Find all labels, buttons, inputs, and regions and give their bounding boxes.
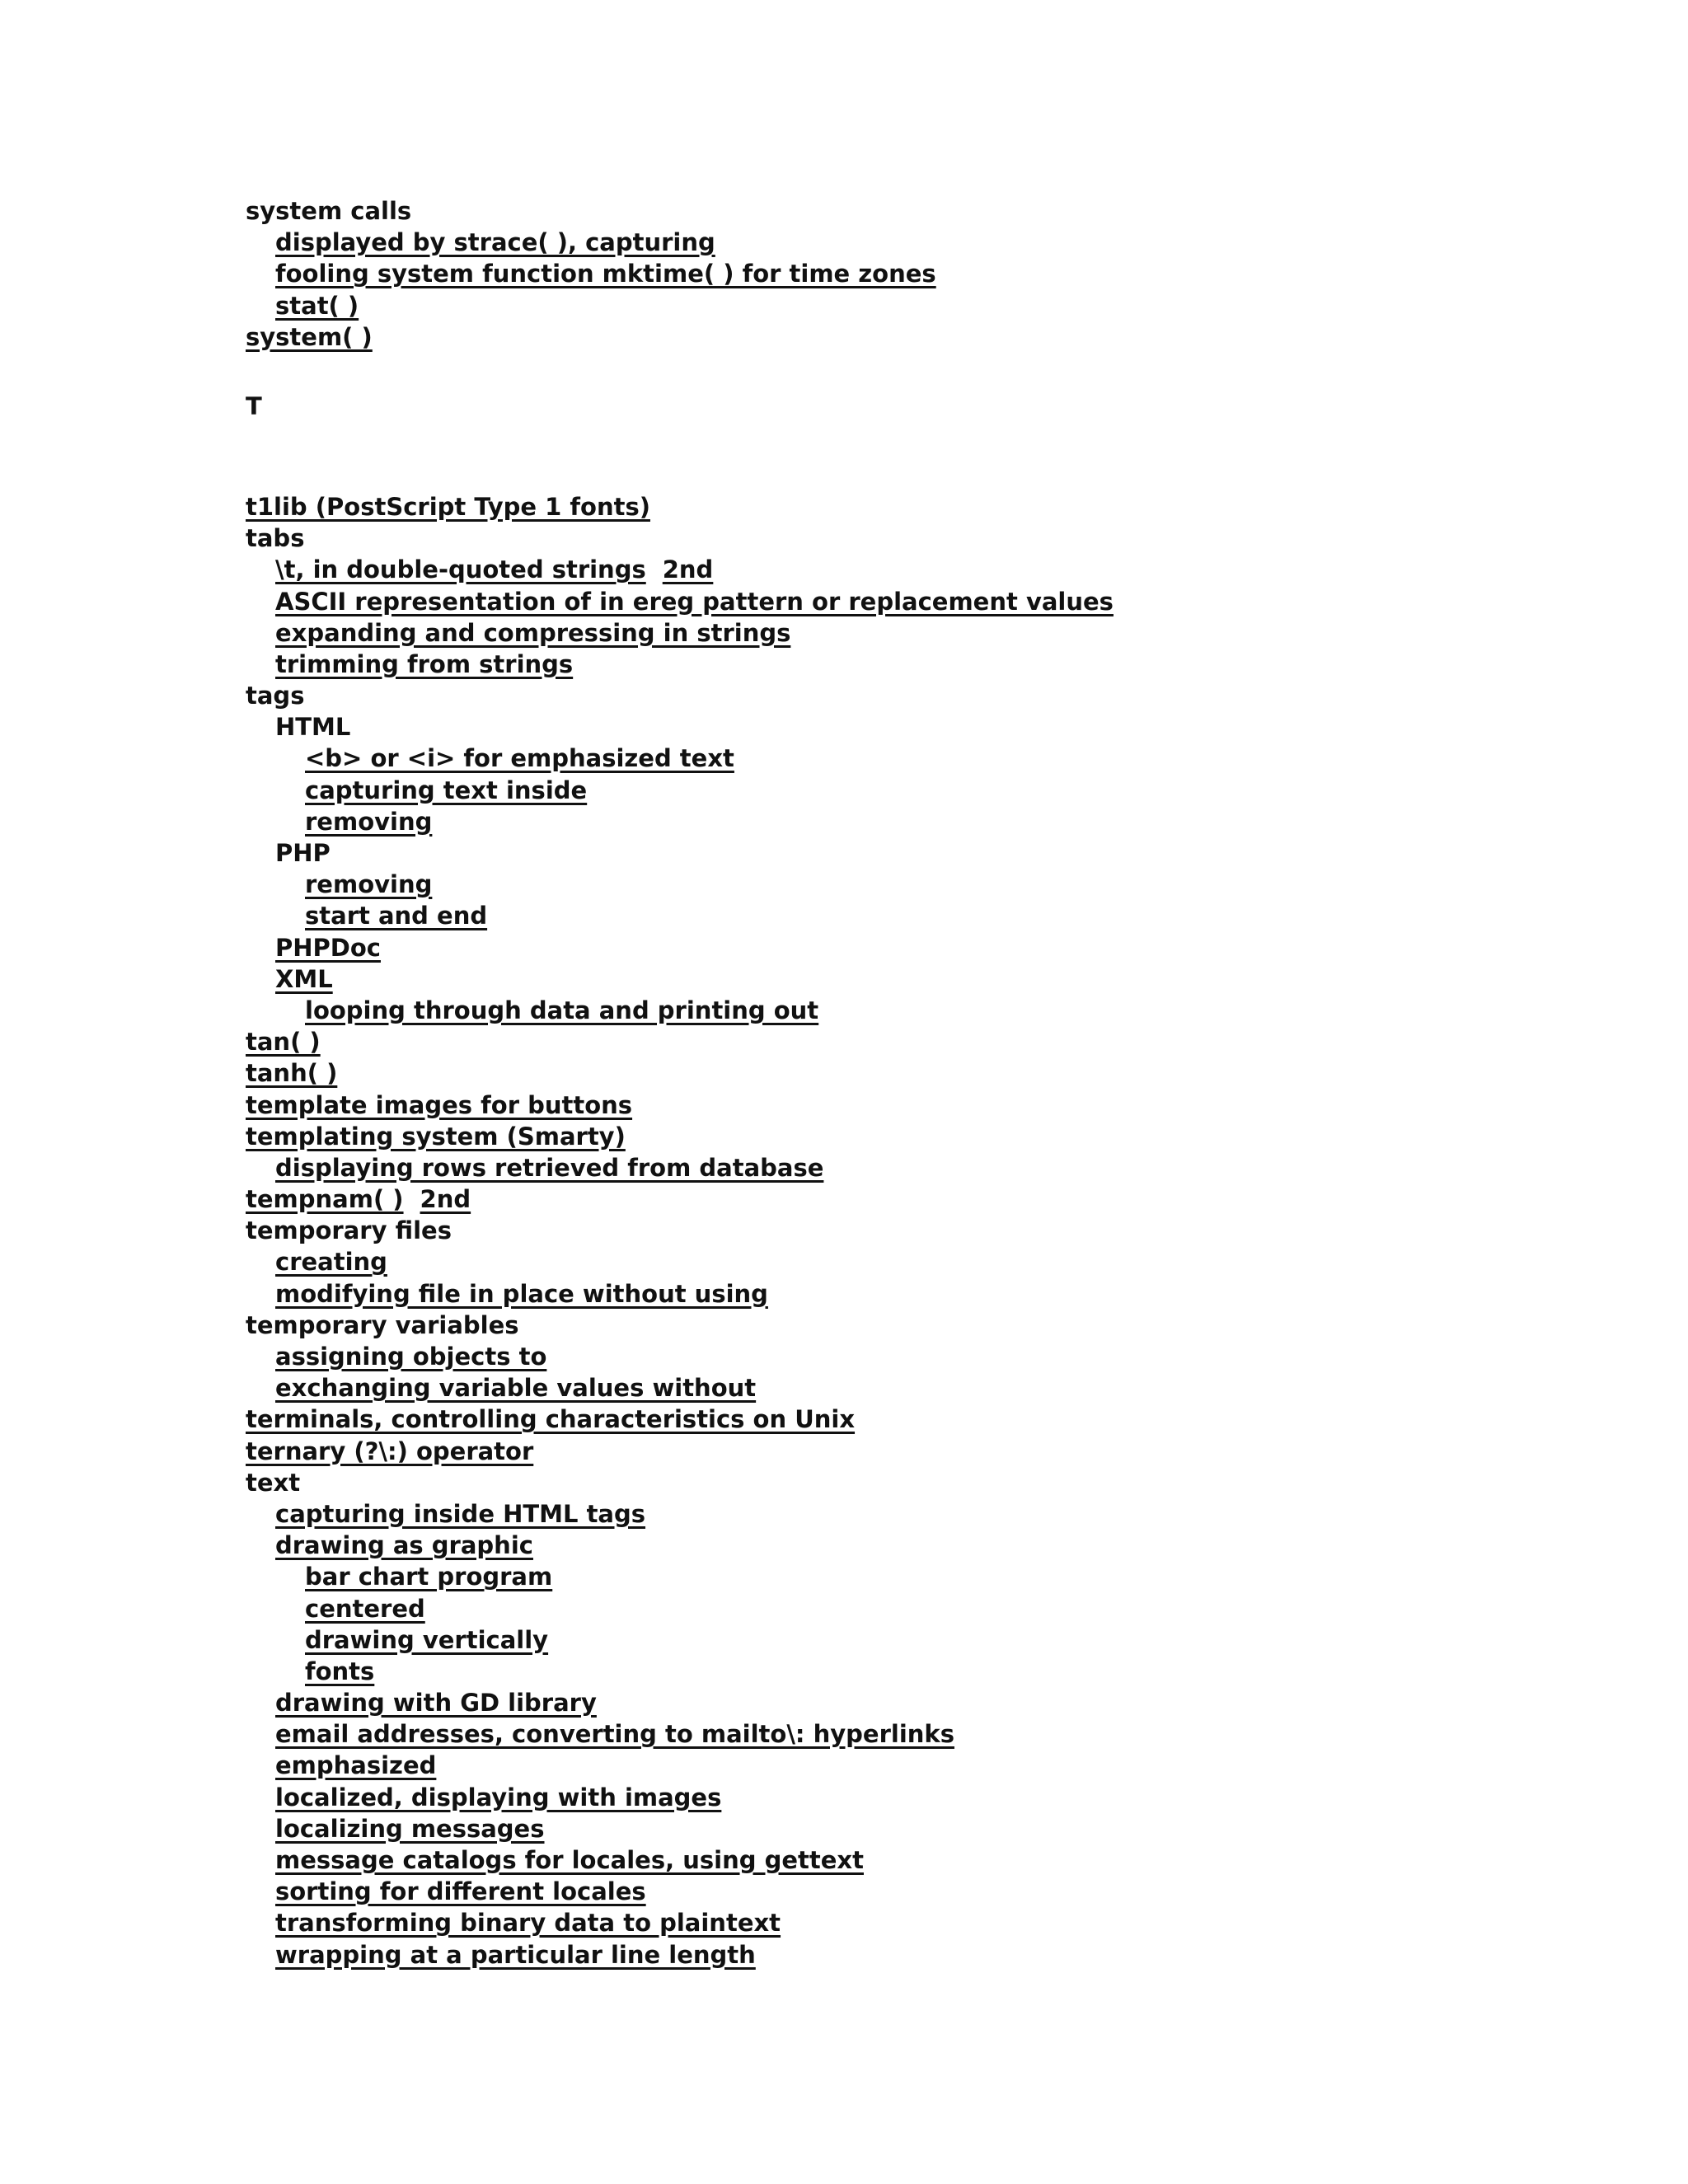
- index-link[interactable]: tanh( ): [246, 1059, 338, 1088]
- index-entry-transforming-binary-data-to-plaintext[interactable]: [246, 1907, 1647, 1938]
- index-entry-terminals-controlling-characteristics-on-unix[interactable]: [246, 1404, 1647, 1435]
- index-link[interactable]: emphasized: [275, 1751, 437, 1780]
- index-link[interactable]: trimming from strings: [275, 649, 574, 678]
- index-link[interactable]: t1lib (PostScript Type 1 fonts): [246, 492, 650, 521]
- index-link[interactable]: centered: [305, 1594, 425, 1623]
- index-link[interactable]: exchanging variable values without: [275, 1374, 757, 1403]
- index-link[interactable]: fooling system function mktime( ) for time zones: [275, 260, 936, 288]
- index-entry-bar-chart-program[interactable]: [246, 1561, 1647, 1592]
- index-heading: text: [246, 1468, 301, 1497]
- index-entry-t-in-double-quoted-strings[interactable]: [246, 554, 1647, 585]
- index-link[interactable]: start and end: [305, 902, 488, 930]
- index-entry-expanding-and-compressing-in-strings[interactable]: [246, 617, 1647, 649]
- index-link[interactable]: localizing messages: [275, 1814, 545, 1843]
- index-entry-fooling-system-function-mktime-for-time-zones[interactable]: [246, 258, 1647, 289]
- index-entry-drawing-vertically[interactable]: [246, 1624, 1647, 1656]
- index-link[interactable]: displaying rows retrieved from database: [275, 1153, 824, 1182]
- index-entry-xml[interactable]: [246, 963, 1647, 995]
- index-heading: tags: [246, 682, 305, 710]
- index-link[interactable]: capturing text inside: [305, 776, 588, 804]
- index-entry-displaying-rows-retrieved-from-database[interactable]: [246, 1152, 1647, 1183]
- index-link[interactable]: expanding and compressing in strings: [275, 618, 791, 647]
- index-link[interactable]: message catalogs for locales, using gettext: [275, 1846, 864, 1874]
- index-heading: system calls: [246, 197, 412, 225]
- index-link[interactable]: templating system (Smarty): [246, 1122, 626, 1151]
- index-entry-start-and-end[interactable]: [246, 900, 1647, 931]
- index-link[interactable]: drawing as graphic: [275, 1531, 533, 1560]
- index-link[interactable]: localized, displaying with images: [275, 1783, 722, 1811]
- index-link[interactable]: stat( ): [275, 291, 359, 320]
- index-entry-html: [246, 711, 1647, 743]
- index-entry-sorting-for-different-locales[interactable]: [246, 1876, 1647, 1907]
- index-entry-localizing-messages[interactable]: [246, 1813, 1647, 1844]
- spacer: [246, 353, 1647, 391]
- index-link[interactable]: capturing inside HTML tags: [275, 1499, 646, 1528]
- section-letter: T: [246, 391, 262, 420]
- index-entry-modifying-file-in-place-without-using[interactable]: [246, 1278, 1647, 1310]
- index-entry-displayed-by-strace-capturing[interactable]: [246, 227, 1647, 258]
- index-link[interactable]: system( ): [246, 322, 373, 351]
- index-entry-centered[interactable]: [246, 1593, 1647, 1624]
- second-reference-link[interactable]: 2nd: [420, 1185, 471, 1214]
- index-link[interactable]: \t, in double-quoted strings: [275, 555, 646, 584]
- index-link[interactable]: removing: [305, 870, 433, 899]
- index-entry-tanh[interactable]: [246, 1057, 1647, 1089]
- index-entry-tabs: [246, 523, 1647, 554]
- index-entry-capturing-inside-html-tags[interactable]: [246, 1498, 1647, 1530]
- index-link[interactable]: tan( ): [246, 1028, 321, 1057]
- index-link[interactable]: bar chart program: [305, 1563, 553, 1591]
- index-entry-drawing-with-gd-library[interactable]: [246, 1687, 1647, 1718]
- index-entry-removing[interactable]: [246, 806, 1647, 837]
- index-entry-temporary-variables: [246, 1310, 1647, 1341]
- index-entry-exchanging-variable-values-without[interactable]: [246, 1372, 1647, 1404]
- index-entry-assigning-objects-to[interactable]: [246, 1341, 1647, 1372]
- index-entry-php: [246, 837, 1647, 869]
- second-reference-link[interactable]: 2nd: [662, 555, 714, 584]
- index-link[interactable]: <b> or <i> for emphasized text: [305, 744, 734, 773]
- index-entry-text: [246, 1467, 1647, 1498]
- index-entry-template-images-for-buttons[interactable]: [246, 1090, 1647, 1121]
- index-entry-message-catalogs-for-locales-using-gettext[interactable]: [246, 1844, 1647, 1876]
- index-link[interactable]: template images for buttons: [246, 1090, 633, 1119]
- index-link[interactable]: transforming binary data to plaintext: [275, 1909, 781, 1938]
- index-entry-capturing-text-inside[interactable]: [246, 775, 1647, 806]
- index-entry-b-or-i-for-emphasized-text[interactable]: [246, 743, 1647, 774]
- index-entry-ascii-representation-of-in-ereg-pattern-or-repla[interactable]: [246, 586, 1647, 617]
- index-link[interactable]: PHPDoc: [275, 933, 381, 962]
- index-heading: temporary files: [246, 1216, 452, 1245]
- index-link[interactable]: removing: [305, 807, 433, 836]
- index-entry-ternary-operator[interactable]: [246, 1436, 1647, 1467]
- index-entry-tags: [246, 680, 1647, 711]
- index-link[interactable]: ternary (?\:) operator: [246, 1436, 534, 1465]
- index-entry-trimming-from-strings[interactable]: [246, 649, 1647, 680]
- index-link[interactable]: email addresses, converting to mailto\: hyperlinks: [275, 1720, 954, 1749]
- index-entry-system[interactable]: [246, 321, 1647, 353]
- index-entry-removing[interactable]: [246, 869, 1647, 900]
- index-link[interactable]: assigning objects to: [275, 1343, 547, 1371]
- index-link[interactable]: wrapping at a particular line length: [275, 1940, 756, 1969]
- index-entry-fonts[interactable]: [246, 1656, 1647, 1687]
- index-entry-wrapping-at-a-particular-line-length[interactable]: [246, 1939, 1647, 1971]
- index-heading: temporary variables: [246, 1310, 519, 1339]
- index-entry-localized-displaying-with-images[interactable]: [246, 1782, 1647, 1813]
- index-entry-phpdoc[interactable]: [246, 932, 1647, 963]
- index-block-t: [246, 491, 1647, 1971]
- spacer: [246, 422, 1647, 491]
- index-link[interactable]: modifying file in place without using: [275, 1279, 768, 1308]
- index-link[interactable]: creating: [275, 1248, 387, 1277]
- index-heading: PHP: [275, 839, 331, 867]
- index-entry-stat[interactable]: [246, 290, 1647, 321]
- index-link[interactable]: sorting for different locales: [275, 1877, 646, 1906]
- index-link[interactable]: terminals, controlling characteristics on Unix: [246, 1405, 856, 1434]
- index-entry-tan[interactable]: [246, 1026, 1647, 1057]
- index-entry-temporary-files: [246, 1215, 1647, 1246]
- index-block-system: [246, 195, 1647, 353]
- index-entry-emphasized[interactable]: [246, 1750, 1647, 1781]
- index-heading: HTML: [275, 713, 351, 742]
- index-entry-templating-system-smarty[interactable]: [246, 1121, 1647, 1152]
- index-link[interactable]: drawing vertically: [305, 1625, 549, 1654]
- index-entry-email-addresses-converting-to-mailto-hyperlinks[interactable]: [246, 1718, 1647, 1750]
- index-entry-creating[interactable]: [246, 1246, 1647, 1277]
- index-entry-tempnam[interactable]: [246, 1183, 1647, 1215]
- index-entry-looping-through-data-and-printing-out[interactable]: [246, 995, 1647, 1026]
- index-link[interactable]: XML: [275, 964, 333, 993]
- index-entry-drawing-as-graphic[interactable]: [246, 1530, 1647, 1561]
- index-link[interactable]: ASCII representation of in ereg pattern or replacement values: [275, 587, 1114, 616]
- index-heading: tabs: [246, 524, 305, 553]
- index-entry-system-calls: [246, 195, 1647, 227]
- index-page: [246, 195, 1647, 1971]
- index-link[interactable]: drawing with GD library: [275, 1689, 597, 1718]
- index-link[interactable]: looping through data and printing out: [305, 996, 819, 1024]
- index-entry-t1lib-postscript-type-1-fonts[interactable]: [246, 491, 1647, 523]
- index-link[interactable]: tempnam( ): [246, 1185, 404, 1214]
- index-link[interactable]: displayed by strace( ), capturing: [275, 228, 715, 257]
- index-link[interactable]: fonts: [305, 1657, 375, 1685]
